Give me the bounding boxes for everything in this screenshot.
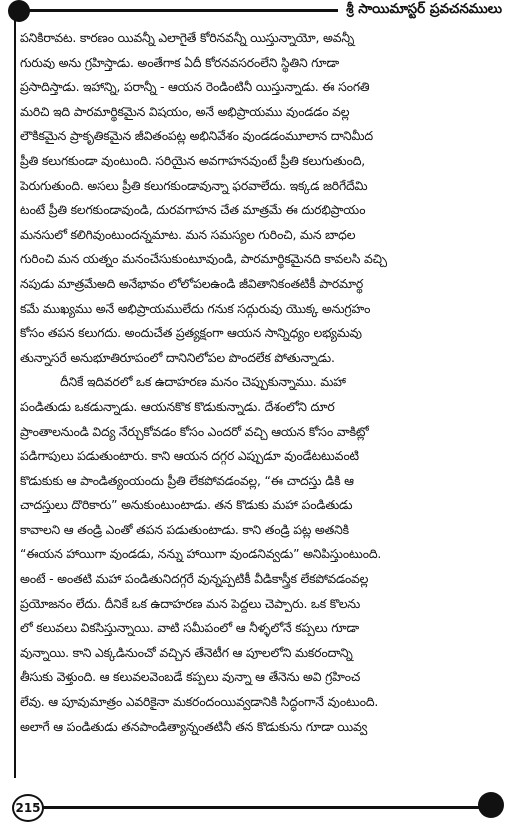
text-line: పడిగాపులు పడుతుంటారు. కాని ఆయన దగ్గర ఎప్పుడూ వుండేటటువంటి	[20, 448, 359, 464]
text-line: చాదస్తులు దొరికారు” అనుకుంటుంటాడు. తన కొడుకు మహా పండితుడు	[20, 497, 353, 513]
paragraph	[20, 26, 500, 370]
text-line: పండితుడు ఒకడున్నాడు. ఆయనకొక కొడుకున్నాడు. దేశంలోని దూర	[20, 398, 335, 414]
text-line: వున్నాయి. కాని ఎక్కడినుంచో వచ్చిన తేనెటీగ ఆ పూలలోని మకరందాన్ని	[20, 644, 353, 660]
text-line: ప్రసాదిస్తాడు. ఇహాన్ని, పరాన్నీ - ఆయన రెండింటినీ యిస్తున్నాడు. ఈ సంగతి	[20, 79, 370, 95]
text-line: కొడుకుకు ఆ పాండిత్యంయందు ప్రీతి లేకపోవడంవల్ల, “ఈ చాదస్తు డికి ఆ	[20, 472, 354, 488]
text-line: గురించి మన యత్నం మనంచేసుకుంటూవుండి, పారమార్థికమైనది కావలసి వచ్చి	[20, 251, 387, 267]
text-line: మరిచి ఇది పారమార్థికమైన విషయం, అనే అభిప్రాయము వుండడం వల్ల	[20, 103, 350, 119]
text-line: పెరుగుతుంది. అసలు ప్రీతి కలుగకుండావున్నా ఫరవాలేదు. ఇక్కడ జరిగేదేమి	[20, 177, 368, 193]
paragraph	[20, 370, 500, 739]
text-line: అంటే - అంతటి మహా పండితునిదగ్గరే వున్నప్పటికీ వీడికాస్త్రీక లేకపోవడంవల్ల	[20, 571, 369, 587]
text-line: తున్నాసరే అనుభూతిరూపంలో దానినిలోపల పొందలేక పోతున్నాడు.	[20, 349, 335, 365]
text-line: కావాలని ఆ తండ్రి ఎంతో తపన పడుతుంటాడు. కాని తండ్రి పట్ల అతనికి	[20, 521, 349, 537]
footer-rule	[42, 806, 482, 809]
left-margin-rule	[14, 18, 16, 778]
page-body	[20, 26, 500, 739]
text-line: కోసం తపన కలుగదు. అందుచేత ప్రత్యక్షంగా ఆయన సాన్నిధ్యం లభ్యమవు	[20, 325, 362, 341]
text-line: ప్రాంతాలనుండి విద్య నేర్చుకోవడం కోసం ఎందరో వచ్చి ఆయన కోసం వాకిట్లో	[20, 423, 369, 439]
text-line: టంటే ప్రీతి కలగకుండావుండి, దురవగాహన చేత మాత్రమే ఈ దురభిప్రాయం	[20, 202, 366, 218]
text-line: నపుడు మాత్రమేఅది అనేభావం లోలోపలఉండి జీవితానికంతటికీ పారమార్థ	[20, 275, 364, 291]
text-line: లో కలువలు వికసిస్తున్నాయి. వాటి సమీపంలో ఆ నీళ్ళలోనే కప్పలు గూడా	[20, 620, 359, 636]
text-line: మనసులో కలిగివుంటుందన్నమాట. మన సమస్యల గురించి, మన బాధల	[20, 226, 356, 242]
text-line: కమే ముఖ్యము అనే అభిప్రాయములేదు గనుక సద్గురువు యొక్క అనుగ్రహం	[20, 300, 371, 316]
text-line: పనికిరావట. కారణం యివన్నీ ఎలాగైతే కోరినవన్నీ యిస్తున్నాయో, అవన్నీ	[20, 30, 355, 45]
text-line: అలాగే ఆ పండితుడు తనపాండిత్యాన్నంతటినీ తన కొడుకును గూడా యివ్వ	[20, 718, 368, 734]
page-number: 215	[12, 794, 44, 822]
text-line: లేవు. ఆ పూవుమాత్రం ఎవరికైనా మకరందంయివ్వడానికి సిద్ధంగానే వుంటుంది.	[20, 694, 379, 710]
text-line: ప్రయోజనం లేదు. దీనికే ఒక ఉదాహరణ మన పెద్దలు చెప్పారు. ఒక కొలను	[20, 595, 361, 611]
footer-bullet-icon	[478, 792, 504, 818]
text-line: “ఈయన హాయిగా వుండడు, నన్ను హాయిగా వుండనివ్వడు” అనిపిస్తుంటుంది.	[20, 546, 382, 562]
text-line: దీనికే ఇదివరలో ఒక ఉదాహరణ మనం చెప్పుకున్నాము. మహా	[60, 374, 346, 390]
text-line: లౌకికమైన ప్రాకృతికమైన జీవితంపట్ల అభినివేశం వుండడంమూలాన దానిమీద	[20, 128, 373, 144]
text-line: గురువు అను గ్రహిస్తాడు. అంతేగాక ఏదీ కోరనవసరంలేని స్థితిని గూడా	[20, 54, 339, 70]
text-line: తీసుకు వెళ్తుంది. ఆ కలువలవెంబడే కప్పలు వున్నా ఆ తేనెను అవి గ్రహించ	[20, 669, 361, 685]
running-header-title: శ్రీ సాయిమాస్టర్ ప్రవచనములు	[338, 0, 506, 19]
text-line: ప్రీతి కలుగకుండా వుంటుంది. సరియైన అవగాహనవుంటే ప్రీతి కలుగుతుంది,	[20, 152, 366, 168]
